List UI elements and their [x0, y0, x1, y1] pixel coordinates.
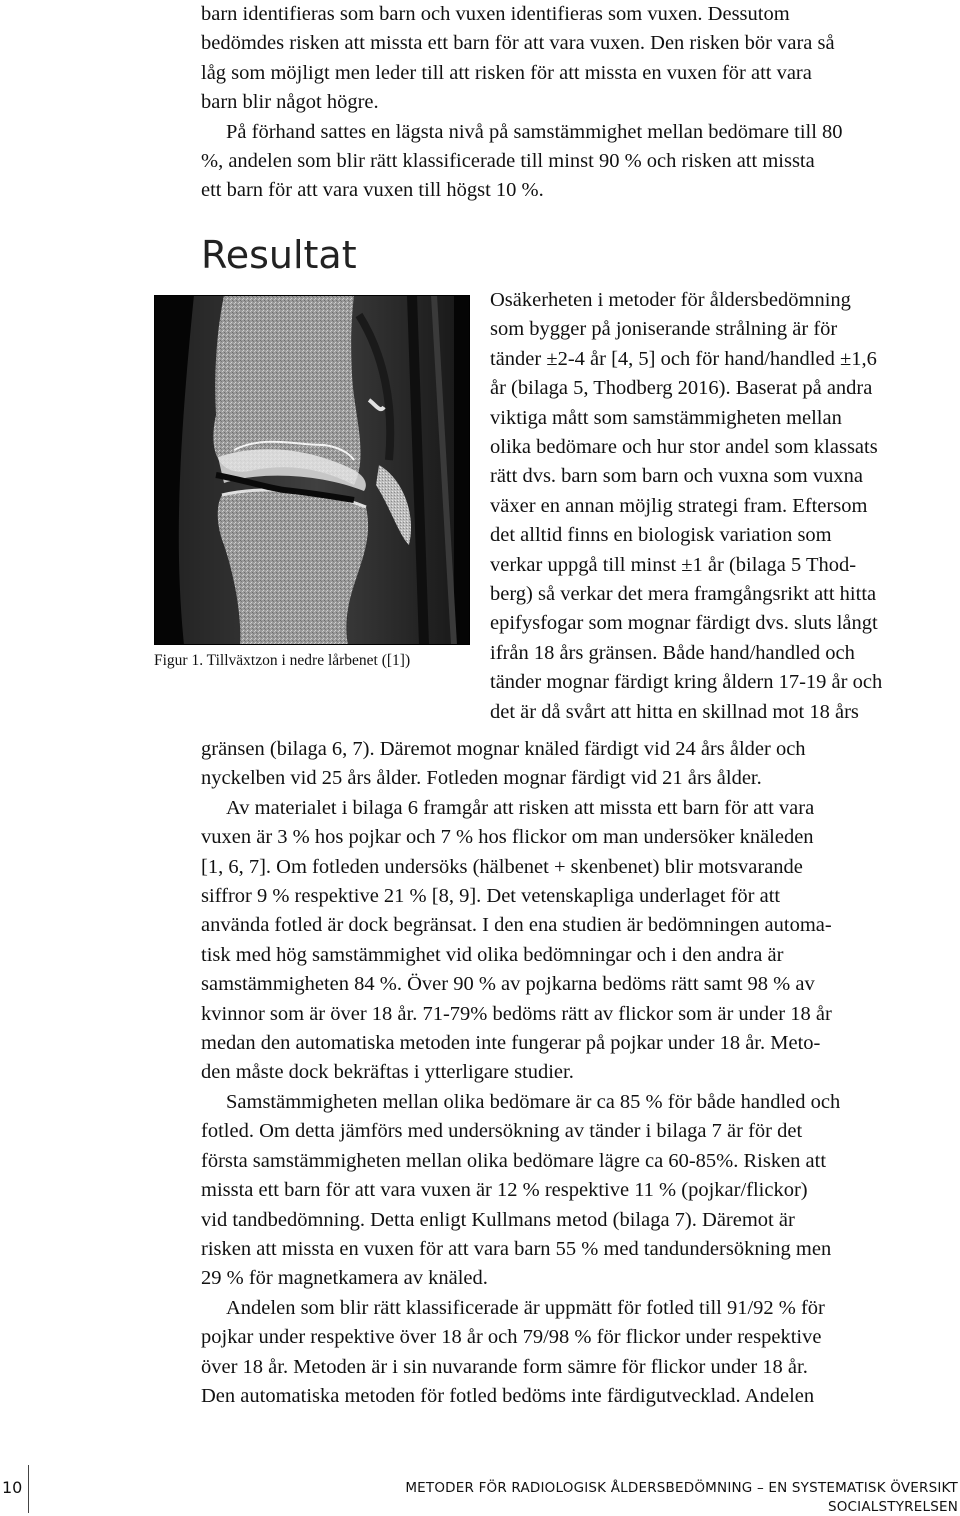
text-line: epifysfogar som mognar färdigt dvs. sluts långt [490, 612, 878, 635]
text-line: [1, 6, 7]. Om fotleden undersöks (hälbenet + skenbenet) blir motsvarande [201, 855, 803, 878]
text-line: viktiga mått som samstämmigheten mellan [490, 406, 842, 429]
text-line: Den automatiska metoden för fotled bedöms inte färdigutvecklad. Andelen [201, 1384, 815, 1407]
text-line: det alltid finns en biologisk variation som [490, 524, 832, 547]
text-line: berg) så verkar det mera framgångsrikt att hitta [490, 583, 877, 606]
text-line: som bygger på joniserande strålning är för [490, 318, 838, 341]
text-line: gränsen (bilaga 6, 7). Däremot mognar knäled färdigt vid 24 års ålder och [201, 738, 806, 760]
knee-mri-illustration [154, 295, 470, 645]
text-line: använda fotled är dock begränsat. I den ena studien är bedömningen automa- [201, 914, 832, 937]
paragraph-2 [201, 794, 960, 1088]
text-line: barn identifieras som barn och vuxen identifieras som vuxen. Dessutom [201, 3, 790, 25]
text-line: år (bilaga 5, Thodberg 2016). Baserat på andra [490, 377, 873, 400]
text-line: fotled. Om detta jämförs med undersökning av tänder i bilaga 7 är för det [201, 1120, 803, 1143]
text-line: kvinnor som är över 18 år. 71-79% bedöms rätt av flickor som är under 18 år [201, 1002, 832, 1025]
text-line: Andelen som blir rätt klassificerade är uppmätt för fotled till 91/92 % för [226, 1296, 825, 1319]
text-line: låg som möjligt men leder till att risken för att missta en vuxen för att vara [201, 61, 812, 84]
knee-mri-image [154, 295, 470, 645]
intro-continued-paragraph [201, 0, 960, 118]
section-heading: Resultat [201, 233, 357, 277]
text-line: pojkar under respektive över 18 år och 79/98 % för flickor under respektive [201, 1326, 822, 1349]
text-line: samstämmigheten 84 %. Över 90 % av pojkarna bedöms rätt samt 98 % av [201, 973, 815, 996]
text-line: verkar uppgå till minst ±1 år (bilaga 5 Thod- [490, 553, 857, 576]
text-line: barn blir något högre. [201, 91, 379, 114]
text-line: nyckelben vid 25 års ålder. Fotleden mognar färdigt vid 21 års ålder. [201, 767, 762, 790]
text-line: Av materialet i bilaga 6 framgår att risken att missta ett barn för att vara [226, 796, 815, 819]
text-line: ett barn för att vara vuxen till högst 10 %. [201, 179, 544, 202]
text-line: den måste dock bekräftas i ytterligare studier. [201, 1061, 574, 1084]
text-line: första samstämmigheten mellan olika bedömare lägre ca 60-85%. Risken att [201, 1149, 827, 1172]
intro-text [201, 0, 960, 206]
main-text [201, 735, 960, 1411]
text-line: Osäkerheten i metoder för åldersbedömning [490, 289, 851, 311]
text-line: Samstämmigheten mellan olika bedömare är ca 85 % för både handled och [226, 1090, 841, 1113]
paragraph-1 [201, 735, 960, 794]
page-number: 10 [2, 1478, 23, 1497]
footer-divider [28, 1465, 29, 1513]
text-line: tisk med hög samstämmighet vid olika bedömningar och i den andra är [201, 943, 784, 966]
paragraph-4 [201, 1294, 960, 1412]
text-line: ifrån 18 års gränsen. Både hand/handled och [490, 641, 855, 664]
text-line: det är då svårt att hitta en skillnad mot 18 års [490, 700, 859, 723]
footer-organization: SOCIALSTYRELSEN [827, 1499, 958, 1515]
text-line: tänder ±2-4 år [4, 5] och för hand/handled ±1,6 [490, 347, 877, 370]
text-line: rätt dvs. barn som barn och vuxna som vuxna [490, 465, 863, 488]
text-line: vuxen är 3 % hos pojkar och 7 % hos flickor om man undersöker knäleden [201, 826, 814, 849]
paragraph-3 [201, 1088, 960, 1294]
text-line: risken att missta en vuxen för att vara barn 55 % med tandundersökning men [201, 1237, 832, 1260]
text-line: På förhand sattes en lägsta nivå på samstämmighet mellan bedömare till 80 [226, 120, 843, 143]
text-line: vid tandbedömning. Detta enligt Kullmans metod (bilaga 7). Däremot är [201, 1208, 795, 1231]
side-paragraph [490, 286, 960, 727]
text-line: medan den automatiska metoden inte fungerar på pojkar under 18 år. Meto- [201, 1032, 821, 1055]
intro-threshold-paragraph [201, 118, 960, 206]
text-line: siffror 9 % respektive 21 % [8, 9]. Det vetenskapliga underlaget för att [201, 885, 781, 908]
text-line: %, andelen som blir rätt klassificerade till minst 90 % och risken att missta [201, 150, 815, 173]
text-line: missta ett barn för att vara vuxen är 12 % respektive 11 % (pojkar/flickor) [201, 1179, 808, 1202]
figure-caption: Figur 1. Tillväxtzon i nedre lårbenet ([1]) [154, 652, 411, 669]
text-line: växer en annan möjlig strategi fram. Eftersom [490, 494, 868, 517]
text-line: olika bedömare och hur stor andel som klassats [490, 436, 878, 459]
text-line: bedömdes risken att missta ett barn för att vara vuxen. Den risken bör vara så [201, 32, 835, 55]
footer-document-title: METODER FÖR RADIOLOGISK ÅLDERSBEDÖMNING – EN SYSTEMATISK ÖVERSIKT [405, 1480, 958, 1496]
text-line: 29 % för magnetkamera av knäled. [201, 1267, 488, 1290]
text-line: över 18 år. Metoden är i sin nuvarande form sämre för flickor under 18 år. [201, 1355, 808, 1378]
text-line: tänder mognar färdigt kring åldern 17-19 år och [490, 671, 883, 694]
side-text-column [490, 286, 960, 727]
